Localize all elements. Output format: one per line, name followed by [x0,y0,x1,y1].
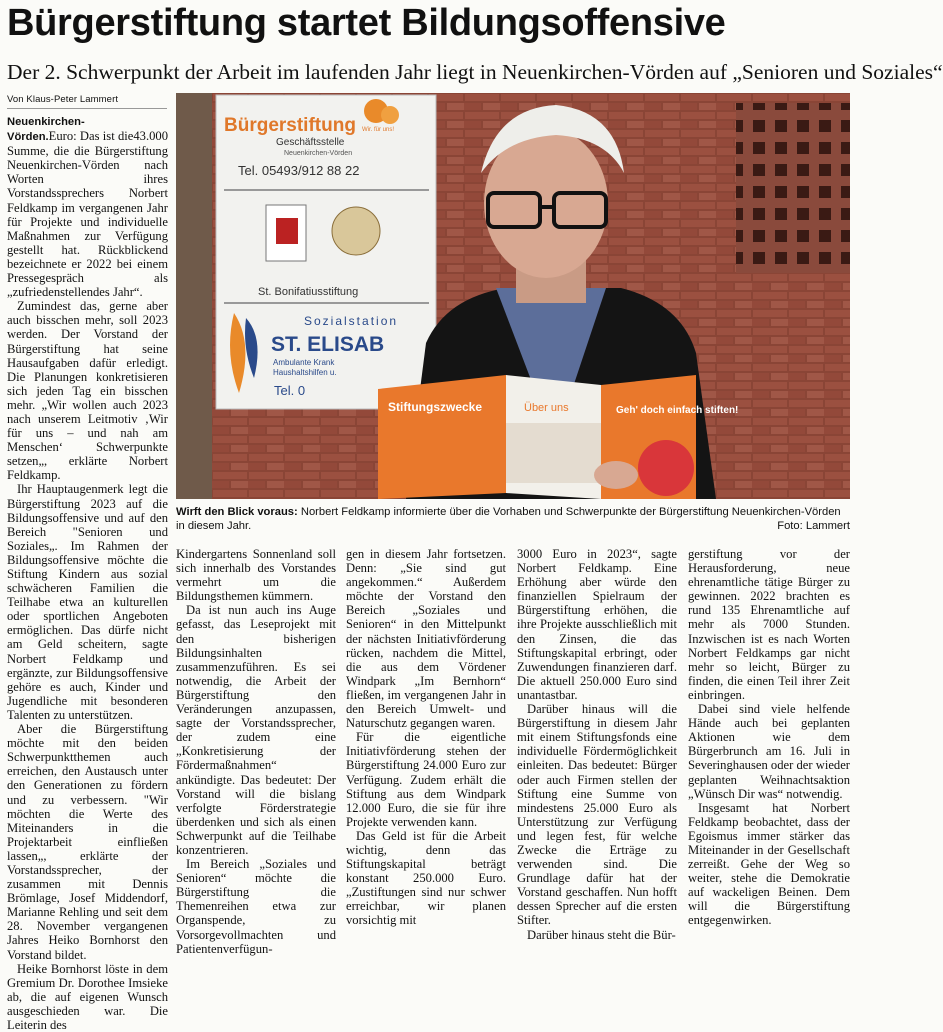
sign-place: Neuenkirchen-Vörden [284,150,353,157]
sign-office: Geschäftsstelle [276,137,345,148]
column-5 [688,547,850,928]
column-3 [346,547,506,928]
paragraph: Für die eigentliche Initiativförderung stehen der Bürgerstiftung 24.000 Euro zur Verfügung. Zudem erhält die Stiftung aus dem Windpark 12.000 Euro, die sie für ihre Projekte verwenden kann. [346,730,506,829]
sign-sozialstation: Sozialstation [304,314,399,328]
paragraph: Aber die Bürgerstiftung möchte mit den beiden Schwerpunktthemen auch erreichen, den Austausch unter den Generationen zu fördern und zu verbessern. "Wir möchten die Werte des Miteinanders in die Projektarbeit einfließen lassen„, erklärte der Vorstandssprecher, der zusammen mit Dennis Brömlage, Josef Middendorf, Marianne Rehling und seit dem 28. November vergangenen Jahres Heiko Bornhorst den Vorstand bildet. [7,722,168,962]
paragraph: Zumindest das, gerne aber auch bisschen mehr, soll 2023 werden. Der Vorstand der Bürgerstiftung hat seine Hausaufgaben dafür erledigt. Die Planungen konkretisieren sich jeden Tag ein bisschen mehr. „Wir wollen auch 2023 nach unserem Leitmotiv ‚Wir für uns – und nah am Menschen‘ Schwerpunkte setzen„, erklärte Norbert Feldkamp. [7,299,168,483]
column-2 [176,547,336,956]
sign-tel: Tel. 0 [274,383,306,398]
lead-paragraph [7,114,168,299]
photo-caption [176,506,850,533]
paragraph: Darüber hinaus will die Bürgerstiftung in diesem Jahr mit einem Stiftungsfonds eine individuelle Fördermöglichkeit einleiten. Das bedeutet: Bürger oder auch Firmen stellen der Stiftung eine Summe von mindestens 25.000 Euro als Unterstützung zur Verfügung und legen fest, für welche Zwecke die Erträge zu verwenden sind. Die Grundlage dafür hat der Vorstand geschaffen. Nun hofft dessen Sprecher auf die ersten Stifter. [517,702,677,928]
photo-scene [176,93,850,499]
article-photo [176,93,850,499]
dateline-location: Neuenkirchen-Vörden. [7,116,85,144]
flyer-stiftungszwecke: Stiftungszwecke [388,400,483,414]
subheadline: Der 2. Schwerpunkt der Arbeit im laufenden Jahr liegt in Neuenkirchen-Vörden auf „Senioren und Soziales“ [7,60,943,84]
paragraph: Heike Bornhorst löste in dem Gremium Dr. Dorothee Imsieke ab, die auf eigenen Wunsch ausgeschieden war. Die Leiterin des [7,961,168,1032]
paragraph: Im Bereich „Soziales und Senioren“ möchte die Bürgerstiftung die Themenreihen etwa zur Organspende, zu Vorsorgevollmachten und Patientenverfügun- [176,857,336,956]
paragraph: Da ist nun auch ins Auge gefasst, das Leseprojekt mit den bisherigen Bildungsinhalten zusammenzuführen. Es sei notwendig, die Arbeit der Bürgerstiftung den Veränderungen anzupassen, sagte der Vorstandssprecher, der zudem eine „Konkretisierung der Fördermaßnahmen“ ankündigte. Das bedeutet: Der Vorstand will die bislang verfolgte Förderstrategie überdenken und sich als einen Schwerpunkt auf die Teilhabe konzentrieren. [176,603,336,857]
photo-credit: Foto: Lammert [777,519,850,532]
paragraph: Das Geld ist für die Arbeit wichtig, denn das Stiftungskapital beträgt konstant 250.000 Euro. „Zustiftungen sind nur schwer erreichbar, wir planen vorsichtig mit [346,828,506,928]
column-4 [517,547,677,942]
byline-rule [7,108,167,109]
paragraph-text: Euro: Das ist die Summe, die die Bürgerstiftung Neuenkirchen-Vörden nach Worten ihres Vorstandssprechers Norbert Feldkamp im vergangenen Jahr für Projekte und individuelle Maßnahmen zur Verfügung gestellt hat. Rückblickend bezeichnete er 2022 bei einem Pressegespräch als „zufriedenstellendes Jahr“. [7,129,168,300]
paragraph: gerstiftung vor der Herausforderung, neue ehrenamtliche tätige Bürger zu gewinnen. 2022 brachten es rund 135 Ehrenamtliche auf mehr als 7000 Stunden. Inzwischen ist es nach Worten Norbert Feldkamps gar nicht mehr so leicht, Bürger zu finden, die einen Teil ihrer Zeit einbringen. [688,547,850,702]
sign-haushalt: Haushaltshilfen u. [273,368,337,377]
caption-text: Norbert Feldkamp informierte über die Vorhaben und Schwerpunkte der Bürgerstiftung Neuenkirchen-Vörden in diesem Jahr. [176,506,841,532]
sign-phone: Tel. 05493/912 88 22 [238,163,360,178]
paragraph: Darüber hinaus steht die Bür- [527,927,676,942]
column-1 [7,114,168,1032]
sign-elisabeth: ST. ELISAB [271,333,385,356]
sign-ambulante: Ambulante Krank [273,358,335,367]
paragraph: gen in diesem Jahr fortsetzen. Denn: „Sie sind gut angekommen.“ Außerdem möchte der Vorstand den Bereich „Soziales und Senioren“ in den Mittelpunkt der nächsten Initiativförderung rücken, nachdem die Mittel, die aus dem Vördener Windpark „Im Bernhorn“ fließen, im vergangenen Jahr in den Bereich Umwelt- und Naturschutz gegangen waren. [346,547,506,731]
flyer-slogan: Geh' doch einfach stiften! [616,405,739,416]
paragraph: Kindergartens Sonnenland soll sich innerhalb des Vorstandes vermehrt um die Bildungsthemen kümmern. [176,547,336,604]
lead-amount: 43.000 [133,129,168,144]
paragraph: 3000 Euro in 2023“, sagte Norbert Feldkamp. Eine Erhöhung aber würde den finanziellen Spielraum der Bürgerstiftung erhöhen, die ihre Projekte ausschließlich mit den Zinsen, die das Stiftungskapital erbringt, oder Zuwendungen finanzieren darf. Die aktuell 250.000 Euro sind unantastbar. [517,547,677,702]
byline: Von Klaus-Peter Lammert [7,94,119,105]
paragraph: Ihr Hauptaugenmerk legt die Bürgerstiftung 2023 auf die Bildungsoffensive und auf den Bereich "Senioren und Soziales„. Im Rahmen der Bildungsoffensive möchte die Stiftung Kindern aus sozial schwächeren Familien die Teilhabe etwa an kulturellen oder sportlichen Angeboten ermöglichen. Das dürfe nicht am Geld scheitern, sagte Norbert Feldkamp und ergänzte, zur Bildungsoffensive gehöre es auch, Kinder und Jugendliche mit besonderen Talenten zu unterstützen. [7,482,168,722]
caption-lead: Wirft den Blick voraus: [176,506,298,518]
sign-slogan: Wir. für uns! [362,127,395,133]
sign-title: Bürgerstiftung [224,115,356,136]
flyer-ueber-uns: Über uns [524,402,569,414]
headline: Bürgerstiftung startet Bildungsoffensive [7,2,726,44]
paragraph: Dabei sind viele helfende Hände auch bei geplanten Aktionen wie dem Bürgerbrunch am 16. Juli in Severinghausen oder der wieder geplanten Weihnachtsaktion „Wünsch Dir was“ notwendig. [688,702,850,801]
sign-bonifatius: St. Bonifatiusstiftung [258,286,359,298]
paragraph: Insgesamt hat Norbert Feldkamp beobachtet, dass der Egoismus immer stärker das Miteinander in der Gesellschaft zerreißt. Gehe der Weg so weiter, stehe die Demokratie auf wackeligen Beinen. Dem will die Bürgerstiftung entgegenwirken. [688,800,850,928]
